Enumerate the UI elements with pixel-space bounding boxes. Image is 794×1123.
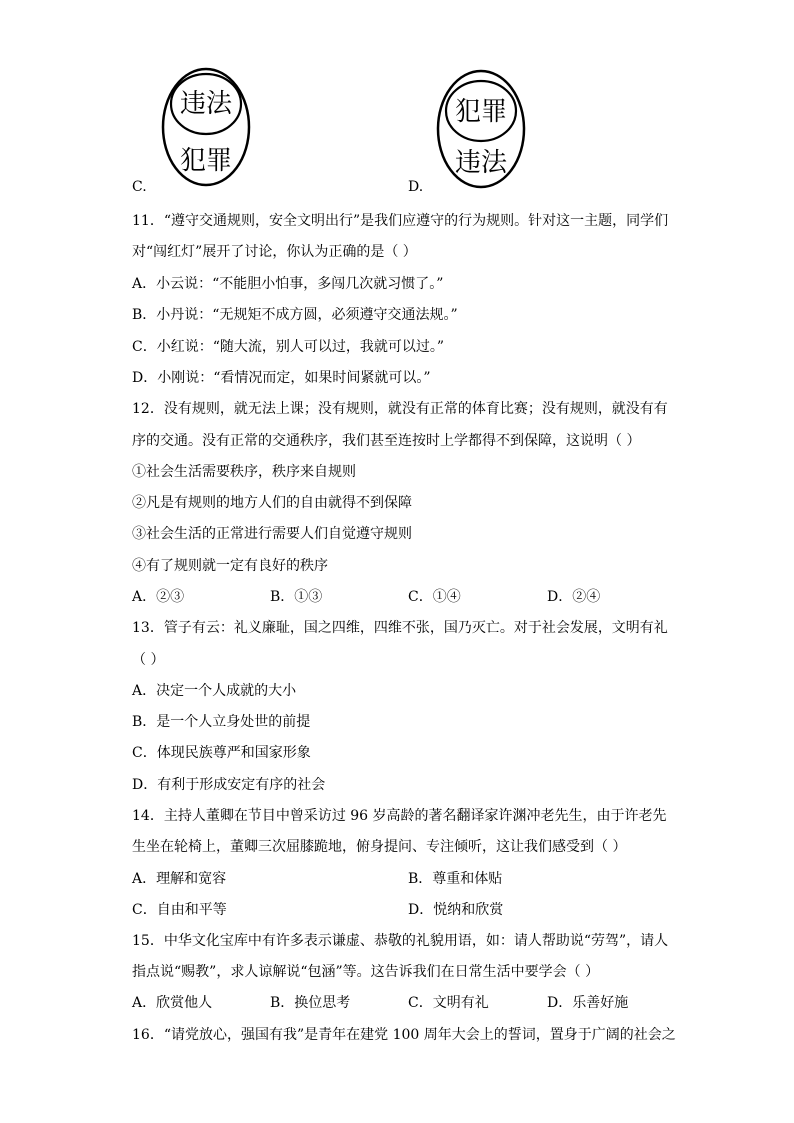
question-13-option-b: B．是一个人立身处世的前提 xyxy=(132,714,311,730)
question-12-statement-3: ③社会生活的正常进行需要人们自觉遵守规则 xyxy=(132,526,412,542)
question-12-stem-line-2: 序的交通。没有正常的交通秩序，我们甚至连按时上学都得不到保障，这说明（ ） xyxy=(132,433,641,449)
question-13-option-c: C．体现民族尊严和国家形象 xyxy=(132,745,311,761)
question-16-stem-line-1: 16．“请党放心，强国有我”是青年在建党 100 周年大会上的誓词，置身于广阔的社会之 xyxy=(132,1027,676,1043)
venn-diagram-c xyxy=(130,66,270,196)
question-13-option-a: A．决定一个人成就的大小 xyxy=(132,683,297,699)
question-15-option-b: B．换位思考 xyxy=(270,995,351,1011)
question-13-stem-line-2: （ ） xyxy=(132,652,165,668)
question-11-option-a: A．小云说：“不能胆小怕事，多闯几次就习惯了。” xyxy=(132,276,444,292)
diagram-d xyxy=(405,66,545,196)
question-12-option-a: A．②③ xyxy=(132,589,185,605)
question-15-option-d: D．乐善好施 xyxy=(547,995,629,1011)
question-14-option-d: D．悦纳和欣赏 xyxy=(408,902,504,918)
question-12-statement-1: ①社会生活需要秩序，秩序来自规则 xyxy=(132,464,356,480)
question-12-option-c: C．①④ xyxy=(408,589,461,605)
diagram-d-top-word: 犯罪 xyxy=(454,97,508,127)
question-12-statement-2: ②凡是有规则的地方人们的自由就得不到保障 xyxy=(132,495,412,511)
question-12-statement-4: ④有了规则就一定有良好的秩序 xyxy=(132,558,328,574)
diagram-d-bottom-word: 违法 xyxy=(454,148,508,178)
question-11-option-b: B．小丹说：“无规矩不成方圆，必须遵守交通法规。” xyxy=(132,307,458,323)
question-14-option-c: C．自由和平等 xyxy=(132,902,227,918)
question-14-stem-line-1: 14．主持人董卿在节目中曾采访过 96 岁高龄的著名翻译家许渊冲老先生，由于许老先 xyxy=(132,808,667,824)
venn-diagram-d xyxy=(405,66,545,196)
diagram-c xyxy=(130,66,270,196)
question-15-option-a: A．欣赏他人 xyxy=(132,995,213,1011)
question-15-stem-line-1: 15．中华文化宝库中有许多表示谦虚、恭敬的礼貌用语，如：请人帮助说“劳驾”，请人 xyxy=(132,933,669,949)
question-12-option-b: B．①③ xyxy=(270,589,323,605)
diagram-c-bottom-word: 犯罪 xyxy=(179,146,233,176)
diagram-d-label: D. xyxy=(408,179,424,195)
question-12-option-d: D．②④ xyxy=(547,589,601,605)
question-15-stem-line-2: 指点说“赐教”，求人谅解说“包涵”等。这告诉我们在日常生活中要学会（ ） xyxy=(132,964,600,980)
question-14-stem-line-2: 生坐在轮椅上，董卿三次屈膝跪地，俯身提问、专注倾听，这让我们感受到（ ） xyxy=(132,839,627,855)
question-12-stem-line-1: 12．没有规则，就无法上课；没有规则，就没有正常的体育比赛；没有规则，就没有有 xyxy=(132,401,668,417)
question-11-stem-line-2: 对“闯红灯”展开了讨论，你认为正确的是（ ） xyxy=(132,244,417,260)
question-11-option-d: D．小刚说：“看情况而定，如果时间紧就可以。” xyxy=(132,370,431,386)
question-11-option-c: C．小红说：“随大流，别人可以过，我就可以过。” xyxy=(132,339,445,355)
question-14-option-a: A．理解和宽容 xyxy=(132,871,227,887)
diagram-c-label: C. xyxy=(132,179,147,195)
question-13-option-d: D．有利于形成安定有序的社会 xyxy=(132,777,326,793)
question-14-option-b: B．尊重和体贴 xyxy=(408,871,503,887)
question-11-stem-line-1: 11．“遵守交通规则，安全文明出行”是我们应遵守的行为规则。针对这一主题，同学们 xyxy=(132,213,669,229)
question-15-option-c: C．文明有礼 xyxy=(408,995,489,1011)
diagram-c-top-word: 违法 xyxy=(179,89,233,119)
question-13-stem-line-1: 13．管子有云：礼义廉耻，国之四维，四维不张，国乃灭亡。对于社会发展，文明有礼 xyxy=(132,620,668,636)
